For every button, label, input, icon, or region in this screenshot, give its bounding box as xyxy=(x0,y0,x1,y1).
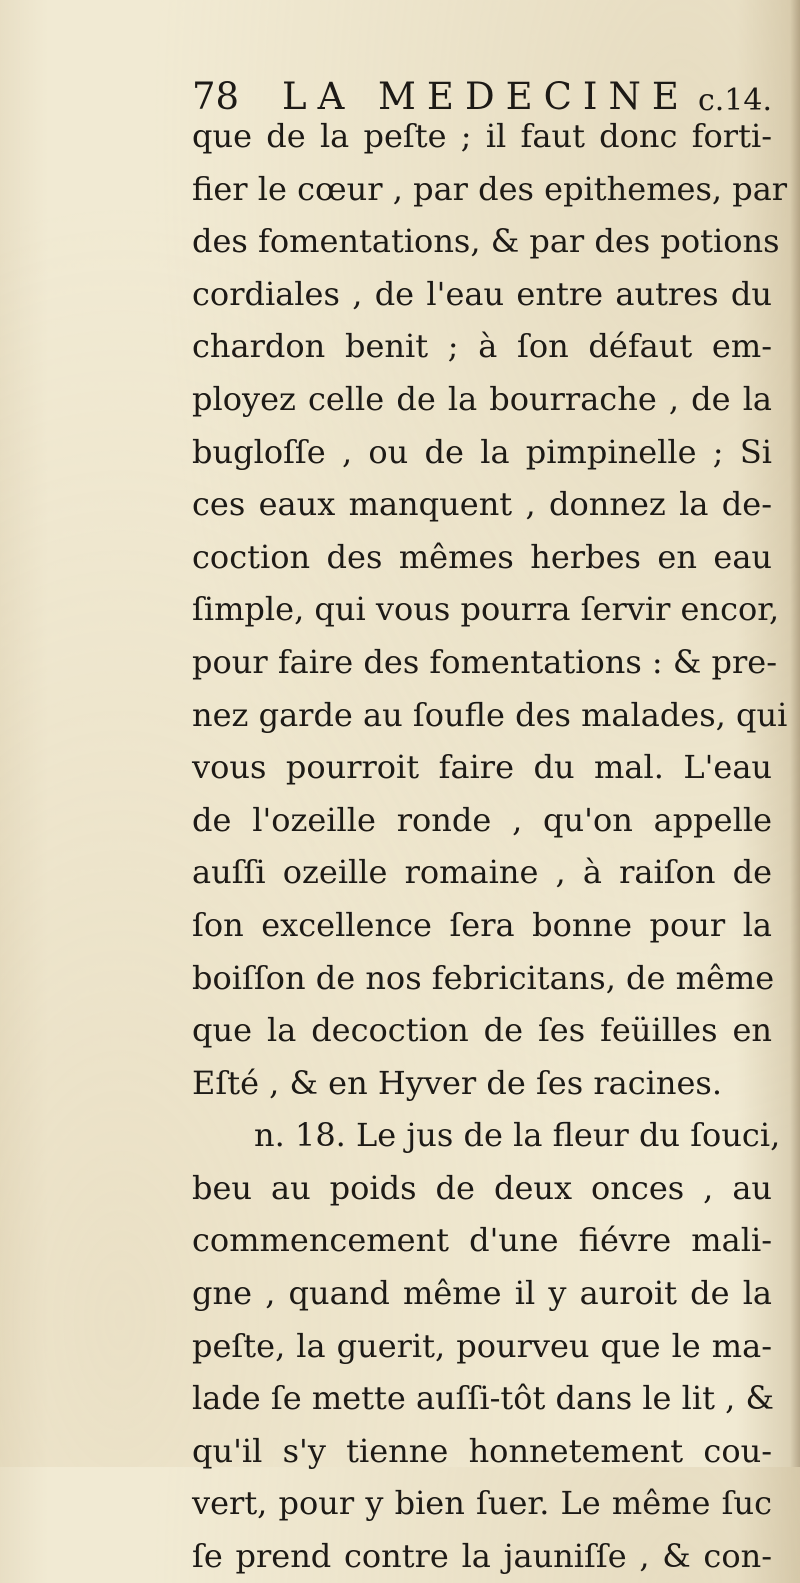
text-line: des fomentations, & par des potions xyxy=(192,222,780,261)
page-edge-shadow xyxy=(790,0,800,1467)
text-body xyxy=(192,110,788,1583)
chapter-marker: c.14. xyxy=(697,83,772,118)
text-line: Eſté , & en Hyver de ſes racines. xyxy=(192,1063,722,1102)
text-line: fier le cœur , par des epithemes, par xyxy=(192,169,788,208)
text-line: auſſi ozeille romaine , à raiſon de xyxy=(192,853,772,892)
text-line: peſte, la guerit, pourveu que le ma- xyxy=(192,1326,772,1365)
text-line: vous pourroit faire du mal. L'eau xyxy=(192,748,772,787)
text-line: pour faire des fomentations : & pre- xyxy=(192,642,778,681)
text-line: vert, pour y bien ſuer. Le même ſuc xyxy=(192,1484,772,1523)
text-line: commencement d'une fiévre mali- xyxy=(192,1221,772,1260)
text-line: coction des mêmes herbes en eau xyxy=(192,537,772,576)
text-line: que la decoction de ſes feüilles en xyxy=(192,1011,772,1050)
running-title: LA MEDECINE xyxy=(282,75,690,118)
text-line: qu'il s'y tienne honnetement cou- xyxy=(192,1431,772,1470)
text-line: lade ſe mette auſſi-tôt dans le lit , & xyxy=(192,1379,774,1418)
paragraph-start-line: n. 18. Le jus de la fleur du ſouci, xyxy=(254,1116,781,1155)
text-line: gne , quand même il y auroit de la xyxy=(192,1274,772,1313)
text-line: ſe prend contre la jauniſſe , & con- xyxy=(192,1537,772,1576)
text-line: ployez celle de la bourrache , de la xyxy=(192,379,772,418)
text-line: ſimple, qui vous pourra ſervir encor, xyxy=(192,590,780,629)
text-line: beu au poids de deux onces , au xyxy=(192,1168,772,1207)
text-line: boiſſon de nos febricitans, de même xyxy=(192,958,775,997)
text-line: ces eaux manquent , donnez la de- xyxy=(192,485,772,524)
text-line: que de la peſte ; il faut donc forti- xyxy=(192,117,772,155)
text-line: de l'ozeille ronde , qu'on appelle xyxy=(192,800,772,839)
text-line: nez garde au ſoufle des malades, qui xyxy=(192,695,788,734)
text-line: bugloſſe , ou de la pimpinelle ; Si xyxy=(192,432,772,471)
text-line: cordiales , de l'eau entre autres du xyxy=(192,274,772,313)
text-line: ſon excellence ſera bonne pour la xyxy=(192,905,772,944)
text-line: chardon benit ; à ſon défaut em- xyxy=(192,327,772,366)
page-number: 78 xyxy=(192,75,240,118)
